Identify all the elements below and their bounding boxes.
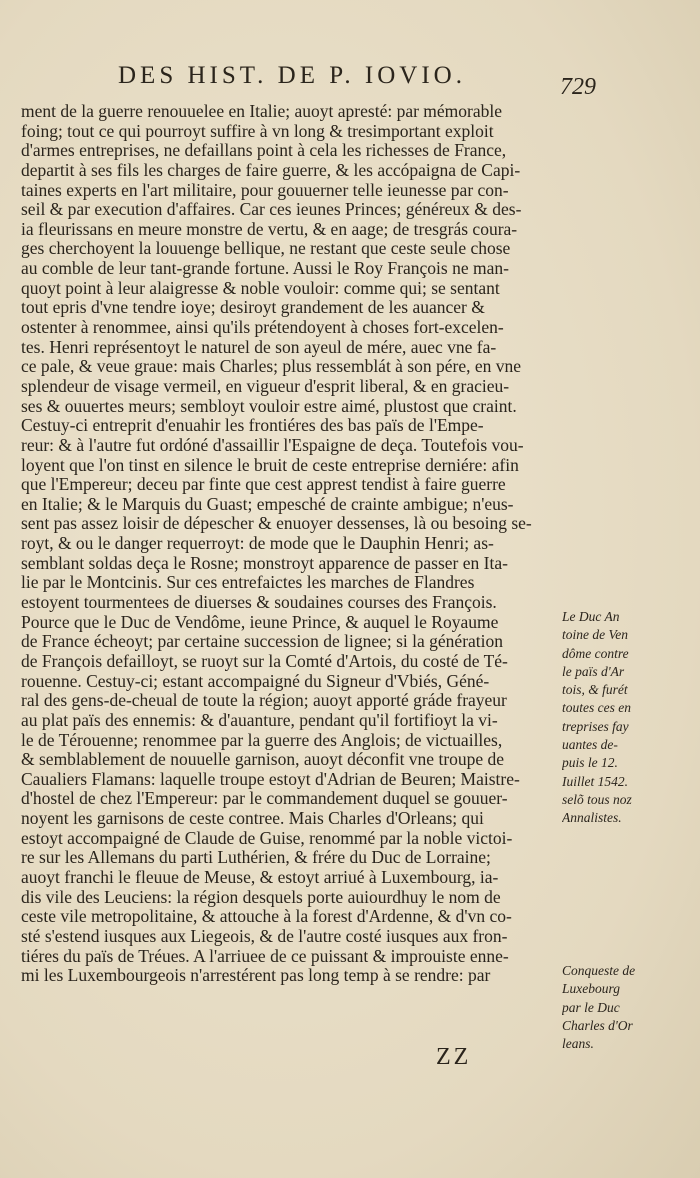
text-line: ia fleurissans en meure monstre de vertu, & en aage; de tresgrás coura- — [21, 219, 518, 239]
text-line: sté s'estend iusques aux Liegeois, & de l'autre costé iusques aux fron- — [21, 926, 508, 946]
margin-note-line: uantes de- — [562, 737, 618, 753]
text-line: tout epris d'vne tendre ioye; desiroyt grandement de les auancer & — [21, 298, 485, 318]
text-line: re sur les Allemans du parti Luthérien, & frére du Duc de Lorraine; — [21, 848, 491, 868]
margin-note-luxembourg — [562, 962, 692, 1053]
text-line: Pource que le Duc de Vendôme, ieune Prince, & auquel le Royaume — [21, 612, 499, 632]
margin-note-line: tois, & furét — [562, 682, 628, 698]
margin-note-line: leans. — [562, 1036, 594, 1052]
text-line: departit à ses fils les charges de faire guerre, & les accópaigna de Capi- — [21, 160, 521, 180]
margin-note-line: dôme contre — [562, 645, 629, 661]
text-line: ral des gens-de-cheual de toute la région; auoyt apporté gráde frayeur — [21, 691, 507, 711]
margin-note-line: Charles d'Or — [562, 1017, 633, 1033]
text-line: royt, & ou le danger requerroyt: de mode que le Dauphin Henri; as- — [21, 534, 494, 554]
body-text — [21, 102, 557, 986]
text-line: mi les Luxembourgeois n'arrestérent pas long temp à se rendre: par — [21, 966, 491, 986]
text-line: ges cherchoyent la louuenge bellique, ne restant que ceste seule chose — [21, 239, 511, 259]
signature-mark: ZZ — [436, 1044, 472, 1070]
margin-note-line: le païs d'Ar — [562, 663, 625, 679]
text-line: rouenne. Cestuy-ci; estant accompaigné du Signeur d'Vbiés, Géné- — [21, 671, 490, 691]
text-line: splendeur de visage vermeil, en vigueur d'esprit liberal, & en gracieu- — [21, 376, 510, 396]
text-line: au plat païs des ennemis: & d'auanture, pendant qu'il fortifioyt la vi- — [21, 710, 498, 730]
text-line: estoyt accompaigné de Claude de Guise, renommé par la noble victoi- — [21, 828, 513, 848]
text-line: tes. Henri représentoyt le naturel de son ayeul de mére, auec vne fa- — [21, 337, 497, 357]
text-line: foing; tout ce qui pourroyt suffire à vn long & tresimportant exploit — [21, 121, 494, 141]
text-line: au comble de leur tant-grande fortune. Aussi le Roy François ne man- — [21, 259, 509, 279]
margin-note-line: par le Duc — [562, 999, 620, 1015]
text-line: ceste vile metropolitaine, & attouche à la forest d'Ardenne, & d'vn co- — [21, 907, 512, 927]
text-line: ce pale, & veue graue: mais Charles; plus ressemblát à son pére, en vne — [21, 357, 522, 377]
margin-note-line: Conqueste de — [562, 963, 636, 978]
margin-note-line: Luxebourg — [562, 981, 620, 997]
text-line: en Italie; & le Marquis du Guast; empesché de crainte ambigue; n'eus- — [21, 494, 514, 514]
margin-note-line: Le Duc An — [562, 609, 620, 624]
text-line: ment de la guerre renouuelee en Italie; auoyt apresté: par mémorable — [21, 102, 503, 121]
text-line: lie par le Montcinis. Sur ces entrefaictes les marches de Flandres — [21, 573, 475, 593]
text-line: sent pas assez loisir de dépescher & enuoyer dessenses, là ou besoing se- — [21, 514, 532, 534]
margin-note-line: toutes ces en — [562, 700, 631, 716]
text-line: dis vile des Leuciens: la région desquels porte auiourdhuy le nom de — [21, 887, 501, 907]
text-line: semblant soldas deça le Rosne; monstroyt apparence de passer en Ita- — [21, 553, 508, 573]
text-line: de François defailloyt, se ruoyt sur la Comté d'Artois, du costé de Té- — [21, 651, 508, 671]
margin-note-line: Iuillet 1542. — [562, 773, 628, 789]
text-line: Caualiers Flamans: laquelle troupe estoyt d'Adrian de Beuren; Maistre- — [21, 769, 520, 789]
text-line: tiéres du païs de Tréues. A l'arriuee de ce puissant & improuiste enne- — [21, 946, 509, 966]
margin-note-line: Annalistes. — [562, 810, 622, 826]
page-number: 729 — [560, 74, 596, 100]
running-title: DES HIST. DE P. IOVIO. — [118, 62, 466, 89]
text-line: estoyent tourmentees de diuerses & soudaines courses des François. — [21, 593, 497, 613]
text-line: ostenter à renommee, ainsi qu'ils prétendoyent à choses fort-excelen- — [21, 318, 504, 338]
text-line: taines experts en l'art militaire, pour gouuerner telle ieunesse par con- — [21, 180, 509, 200]
text-line: & semblablement de nouuelle garnison, auoyt déconfit vne troupe de — [21, 750, 505, 770]
margin-note-line: toine de Ven — [562, 627, 628, 643]
text-line: noyent les garnisons de ceste contree. Mais Charles d'Orleans; qui — [21, 809, 484, 829]
text-line: seil & par execution d'affaires. Car ces ieunes Princes; généreux & des- — [21, 200, 522, 220]
text-line: ses & ouuertes meurs; sembloyt vouloir estre aimé, plustost que craint. — [21, 396, 517, 416]
text-line: que l'Empereur; deceu par finte que cest apprest tendist à faire guerre — [21, 475, 506, 495]
text-line: loyent que l'on tinst en silence le bruit de ceste entreprise derniére: afin — [21, 455, 519, 475]
margin-note-line: puis le 12. — [562, 755, 618, 771]
text-line: le de Térouenne; renommee par la guerre des Anglois; de victuailles, — [21, 730, 503, 750]
text-line: d'armes entreprises, ne defaillans point à cela les richesses de France, — [21, 141, 507, 161]
margin-note-line: selõ tous noz — [562, 791, 632, 807]
text-line: quoyt point à leur alaigresse & noble vouloir: comme qui; se sentant — [21, 278, 500, 298]
margin-note-line: treprises fay — [562, 718, 629, 734]
text-line: reur: & à l'autre fut ordóné d'assaillir l'Espaigne de deça. Toutefois vou- — [21, 435, 524, 455]
page-header — [118, 62, 598, 100]
margin-note-vendome — [562, 608, 692, 828]
text-line: Cestuy-ci entreprit d'enuahir les frontiéres des bas païs de l'Empe- — [21, 416, 484, 436]
text-line: auoyt franchi le fleuue de Meuse, & estoyt arriué à Luxembourg, ia- — [21, 867, 499, 887]
text-line: d'hostel de chez l'Empereur: par le commandement duquel se gouuer- — [21, 789, 508, 809]
text-line: de France écheoyt; par certaine succession de lignee; si la génération — [21, 632, 504, 652]
